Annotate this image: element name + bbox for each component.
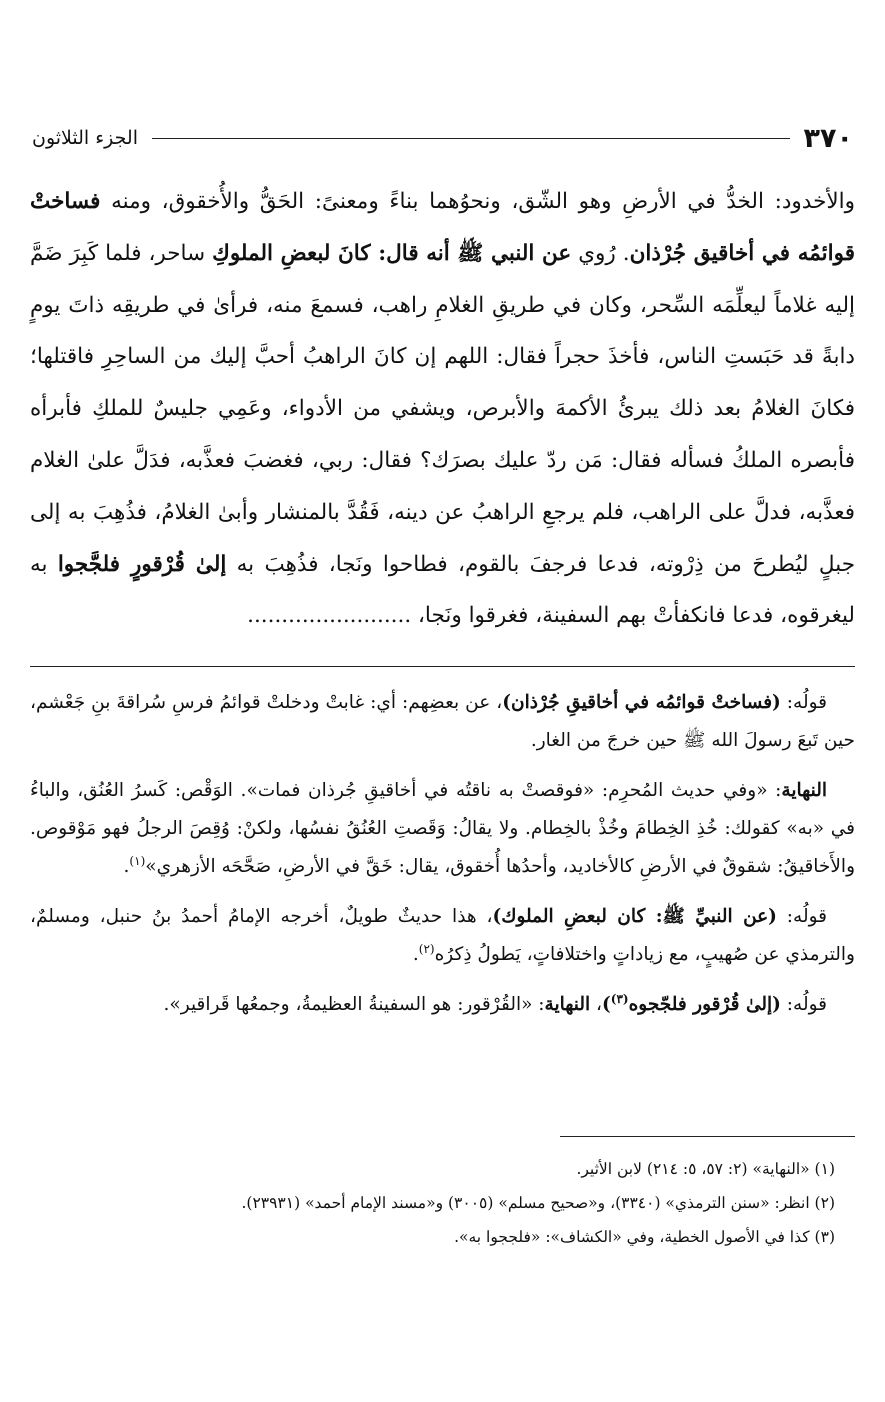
- text-span: به ليغرقوه، فدعا فانكفأتْ بهم السفينة، فغرقوا ونَجا، ........................: [30, 551, 855, 629]
- bold-quote: عن النبي ﷺ أنه قال: كانَ لبعضِ الملوكِ: [212, 240, 572, 266]
- text-span: قولُه:: [776, 906, 827, 927]
- main-text: [30, 176, 855, 642]
- footnote: (١) «النهاية» (٢: ٥٧، ٥: ٢١٤) لابن الأثير.: [576, 1160, 835, 1178]
- footnote: (٣) كذا في الأصول الخطية، وفي «الكشاف»: «فلججوا به».: [454, 1228, 835, 1246]
- bold-quote: إلىٰ قُرْقورٍ فلجَّجوا: [57, 551, 227, 577]
- text-span: ، هذا حديثٌ طويلٌ، أخرجه الإمامُ أحمدُ بنُ حنبل، ومسلمٌ، والترمذي عن صُهيبٍ، مع زياداتٍ واختلافاتٍ، يَطولُ ذِكرُه: [30, 906, 855, 965]
- text-span: ): [602, 994, 611, 1015]
- footnote: (٢) انظر: «سنن الترمذي» (٣٣٤٠)، و«صحيح مسلم» (٣٠٠٥) و«مسند الإمام أحمد» (٢٣٩٣١).: [241, 1194, 835, 1212]
- bold-quote: (فساختْ قوائمُه في أخاقيقِ جُرْذان): [502, 692, 781, 713]
- bold-quote: [602, 991, 781, 1015]
- commentary-divider: [30, 666, 855, 667]
- text-span: قولُه:: [780, 994, 827, 1015]
- bold-quote: فساختْ قوائمُه في أخاقيق جُرْذان: [30, 189, 855, 266]
- footnotes: [30, 1152, 855, 1254]
- footnote-divider: [560, 1136, 855, 1137]
- main-paragraph: [30, 176, 855, 642]
- text-span: والأخدود: الخدُّ في الأرضِ وهو الشّق، ونحوُهما بناءً ومعنىً: الحَقُّ والأُخقوق، ومنه: [100, 189, 855, 214]
- text-span: ، عن بعضِهم: أي: غابتْ ودخلتْ قوائمُ فرسِ سُراقةَ بنِ جَعْشم، حين تَبعَ رسولَ الله ﷺ حين خرجَ من الغار.: [30, 692, 855, 751]
- commentary: [30, 684, 855, 1036]
- source-name: النهاية: [781, 780, 827, 801]
- text-span: : «وفي حديث المُحرِم: «فوقصتْ به ناقتُه في أخاقيقِ جُرذان فمات». الوَقْص: كَسرُ العُنُق، والباءُ في «به» كقولك: خُذِ الخِطامَ وخُذْ بالخِطام. ولا يقالُ: وَقَصتِ العُنُقُ نفسُها، ولكنْ: وُقِصَ الرجلُ فهو مَوْقوص. والأَخاقيقُ: شقوقٌ في الأرضِ كالأخاديد، وأحدُها أُخقوق، يقال: خَقَّ في الأرضِ، صَحَّحَه الأزهري»: [30, 780, 855, 877]
- footnote-ref[interactable]: (١): [129, 853, 146, 868]
- text-span: قولُه:: [780, 692, 827, 713]
- page-header: [32, 118, 853, 158]
- source-name: النهاية: [544, 994, 591, 1015]
- commentary-paragraph: [30, 772, 855, 886]
- footnote-ref[interactable]: (٢): [418, 941, 435, 956]
- text-span: ساحر، فلما كَبِرَ ضَمَّ إليه غلاماً ليعلِّمَه السِّحر، وكان في طريقِ الغلامِ راهب، فسمعَ منه، فرأىٰ في طريقِه ذاتَ يومٍ دابةً قد حَبَستِ الناس، فأخذَ حجراً فقال: اللهم إن كانَ الراهبُ أحبَّ إليك من الساحِرِ فاقتلها؛ فكانَ الغلامُ بعد ذلك يبرئُ الأكمهَ والأبرص، ويشفي من الأدواء، وعَمِي جليسٌ للملكِ فأبرأه فأبصره الملكُ فسأله فقال: مَن ردّ عليك بصرَك؟ فقال: ربي، فغضبَ فعذَّبه، فدَلَّ علىٰ الغلام فعذَّبه، فدلَّ على الراهب، فلم يرجعِ الراهبُ عن دينه، فَقُدَّ بالمنشار وأبىٰ الغلامُ، فذُهِبَ به إلى جبلٍ ليُطرحَ من ذِرْوته، فدعا فرجفَ بالقوم، فطاحوا ونَجا، فذُهِبَ به: [30, 240, 855, 577]
- bold-quote: (عن النبيِّ ﷺ: كان لبعضِ الملوك): [492, 906, 777, 927]
- text-span: ،: [590, 994, 602, 1015]
- commentary-paragraph: [30, 684, 855, 760]
- text-span: : «القُرْقور: هو السفينةُ العظيمةُ، وجمعُها قَراقير».: [163, 994, 545, 1015]
- text-span: . رُوي: [571, 240, 630, 266]
- text-span: (إلىٰ قُرْقور فلجّجوه: [628, 994, 781, 1015]
- footnote-ref[interactable]: (٣): [610, 991, 629, 1006]
- text-span: .: [123, 856, 130, 877]
- header-divider: [152, 138, 790, 139]
- page-number: ٣٧٠: [803, 122, 853, 154]
- commentary-paragraph: [30, 898, 855, 974]
- text-span: .: [412, 944, 419, 965]
- running-title: الجزء الثلاثون: [32, 127, 138, 149]
- commentary-paragraph: [30, 986, 855, 1024]
